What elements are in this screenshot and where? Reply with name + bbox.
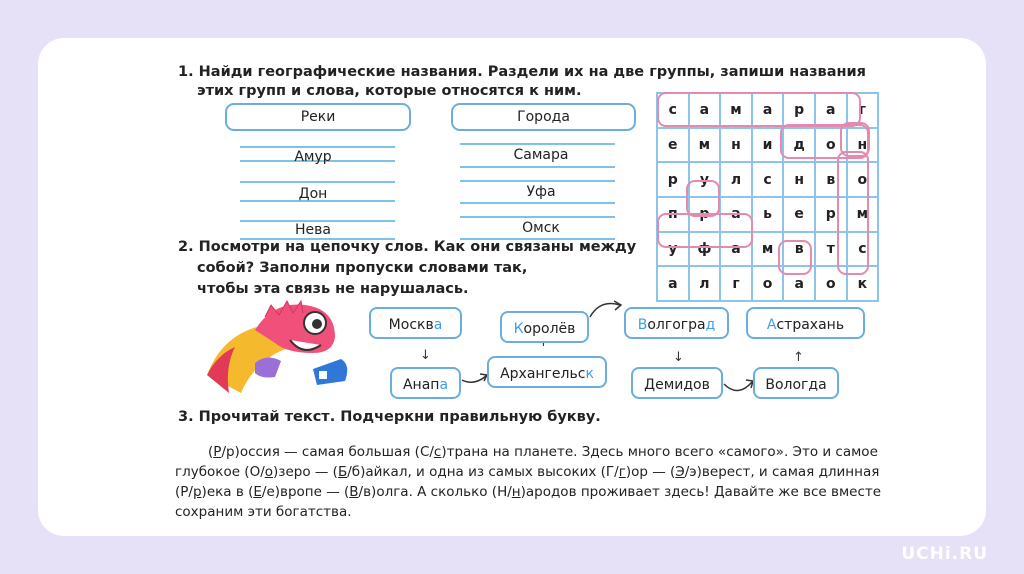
found-word-samara	[657, 92, 861, 127]
grid-cell[interactable]: е	[783, 197, 815, 232]
task3-paragraph	[175, 442, 895, 522]
grid-cell[interactable]: р	[657, 162, 689, 197]
chain-word-moskva	[369, 307, 462, 339]
grid-cell[interactable]: н	[783, 162, 815, 197]
river-word-2: Дон	[298, 186, 328, 202]
chain-arrow-up: ↑	[793, 350, 804, 365]
answer-line	[460, 180, 615, 182]
grid-cell[interactable]: л	[689, 266, 721, 301]
chain-highlight-letter: д	[705, 317, 716, 333]
underlined-letter[interactable]: о	[264, 464, 274, 480]
grid-cell[interactable]: с	[847, 232, 879, 267]
chain-word-part: Архангельс	[500, 366, 586, 382]
chain-highlight-letter: К	[513, 321, 524, 337]
grid-cell[interactable]: у	[657, 232, 689, 267]
task3-title: 3. Прочитай текст. Подчеркни правильную букву.	[178, 409, 601, 425]
grid-cell[interactable]: о	[815, 128, 847, 163]
text-fragment: /э)верест, и самая длинная (Р/	[175, 464, 880, 500]
chain-word-part: оролёв	[523, 321, 576, 337]
grid-cell[interactable]: м	[720, 93, 752, 128]
chain-highlight-letter: а	[433, 317, 443, 333]
grid-cell[interactable]: н	[720, 128, 752, 163]
grid-cell[interactable]: н	[847, 128, 879, 163]
chain-highlight-letter: А	[766, 317, 777, 333]
found-word-ufa	[657, 213, 753, 248]
underlined-letter[interactable]: н	[511, 484, 521, 500]
chain-word-korolev	[500, 311, 589, 343]
underlined-letter[interactable]: В	[349, 484, 359, 500]
answer-line	[240, 146, 395, 148]
chain-highlight-letter: к	[585, 366, 594, 382]
uchi-logo: UCHi.RU	[901, 544, 988, 564]
chain-word-part: страхань	[776, 317, 845, 333]
underlined-letter[interactable]: Р	[213, 444, 222, 460]
grid-cell[interactable]: а	[720, 197, 752, 232]
city-word-2: Уфа	[526, 184, 556, 200]
chain-highlight-letter: В	[637, 317, 648, 333]
grid-cell[interactable]: и	[752, 128, 784, 163]
text-fragment: )зеро — (	[273, 464, 338, 480]
grid-cell[interactable]: а	[752, 93, 784, 128]
task2-title-line1: 2. Посмотри на цепочку слов. Как они связаны между	[178, 239, 637, 255]
river-word-1: Амур	[294, 149, 332, 165]
grid-cell[interactable]: в	[783, 232, 815, 267]
grid-cell[interactable]: р	[815, 197, 847, 232]
task2-title-line2: собой? Заполни пропуски словами так,	[197, 260, 528, 276]
task1-title-line2: этих групп и слова, которые относятся к ним.	[197, 83, 582, 99]
text-fragment: /р)оссия — самая большая (С/	[221, 444, 434, 460]
curved-arrow-icon	[588, 297, 624, 321]
chain-arrow-down: ↓	[420, 348, 431, 363]
task1-title-line1: 1. Найди географические названия. Раздели их на две группы, запиши названия	[178, 64, 866, 80]
chain-word-vologda: Вологда	[753, 367, 839, 399]
grid-cell[interactable]: ь	[752, 197, 784, 232]
answer-line	[460, 166, 615, 168]
grid-cell[interactable]: л	[720, 162, 752, 197]
text-fragment: )ор — (	[625, 464, 676, 480]
grid-cell[interactable]: о	[815, 266, 847, 301]
text-fragment: )ека в (	[201, 484, 254, 500]
text-fragment: (	[208, 444, 214, 460]
grid-cell[interactable]: т	[815, 232, 847, 267]
city-word-3: Омск	[522, 220, 560, 236]
letter-ring	[778, 240, 812, 275]
text-fragment: /б)айкал, и одна из самых высоких (Г/	[347, 464, 619, 480]
letter-ring	[686, 180, 720, 217]
grid-cell[interactable]: м	[752, 232, 784, 267]
grid-cell[interactable]: г	[847, 93, 879, 128]
letter-ring	[840, 122, 870, 157]
dinosaur-mascot	[195, 295, 365, 400]
underlined-letter[interactable]: с	[433, 444, 442, 460]
chain-word-part: Москв	[388, 317, 434, 333]
grid-cell[interactable]: п	[657, 197, 689, 232]
task2-title-line3: чтобы эта связь не нарушалась.	[197, 281, 469, 297]
grid-cell[interactable]: м	[689, 128, 721, 163]
grid-cell[interactable]: м	[847, 197, 879, 232]
answer-line	[460, 216, 615, 218]
chain-arrow-down: ↓	[673, 350, 684, 365]
curved-arrow-icon	[722, 374, 756, 396]
answer-line	[460, 143, 615, 145]
answer-line	[460, 202, 615, 204]
underlined-letter[interactable]: Е	[253, 484, 262, 500]
grid-cell[interactable]: с	[657, 93, 689, 128]
found-word-omsk	[837, 151, 869, 275]
grid-cell[interactable]: г	[720, 266, 752, 301]
text-fragment: )трана на планете. Здесь много всего «самого». Это и самое глубокое (О/	[175, 444, 878, 480]
chain-highlight-letter: а	[439, 377, 449, 393]
grid-cell[interactable]: а	[783, 266, 815, 301]
underlined-letter[interactable]: Б	[337, 464, 348, 480]
grid-cell[interactable]: а	[720, 232, 752, 267]
grid-cell[interactable]: в	[815, 162, 847, 197]
chain-word-part: Анап	[402, 377, 440, 393]
grid-cell[interactable]: а	[657, 266, 689, 301]
chain-word-volgograd	[624, 307, 729, 339]
chain-word-astrakhan	[746, 307, 865, 339]
grid-cell[interactable]: а	[689, 93, 721, 128]
text-fragment: /е)вропе — (	[261, 484, 350, 500]
curved-arrow-icon	[460, 370, 490, 386]
chain-word-arkhangelsk	[487, 356, 607, 388]
grid-cell[interactable]: ф	[689, 232, 721, 267]
chain-word-demidov: Демидов	[631, 367, 723, 399]
answer-line	[240, 181, 395, 183]
grid-cell[interactable]: а	[815, 93, 847, 128]
group-label-cities: Города	[451, 103, 636, 131]
grid-cell[interactable]: о	[752, 266, 784, 301]
underlined-letter[interactable]: р	[192, 484, 202, 500]
underlined-letter[interactable]: г	[618, 464, 626, 480]
grid-cell[interactable]: д	[783, 128, 815, 163]
grid-cell[interactable]: р	[783, 93, 815, 128]
grid-cell[interactable]: е	[657, 128, 689, 163]
grid-cell[interactable]: с	[752, 162, 784, 197]
text-fragment: /в)олга. А сколько (Н/	[358, 484, 512, 500]
grid-cell[interactable]: к	[847, 266, 879, 301]
city-word-1: Самара	[513, 147, 569, 163]
chain-word-part: олгогра	[647, 317, 706, 333]
chain-word-anapa	[390, 367, 461, 399]
grid-cell[interactable]: у	[689, 162, 721, 197]
grid-cell[interactable]: р	[689, 197, 721, 232]
underlined-letter[interactable]: Э	[675, 464, 685, 480]
text-fragment: )ародов проживает здесь! Давайте же все вместе сохраним эти богатства.	[175, 484, 882, 520]
grid-cell[interactable]: о	[847, 162, 879, 197]
river-word-3: Нева	[295, 222, 331, 238]
group-label-rivers: Реки	[225, 103, 411, 131]
